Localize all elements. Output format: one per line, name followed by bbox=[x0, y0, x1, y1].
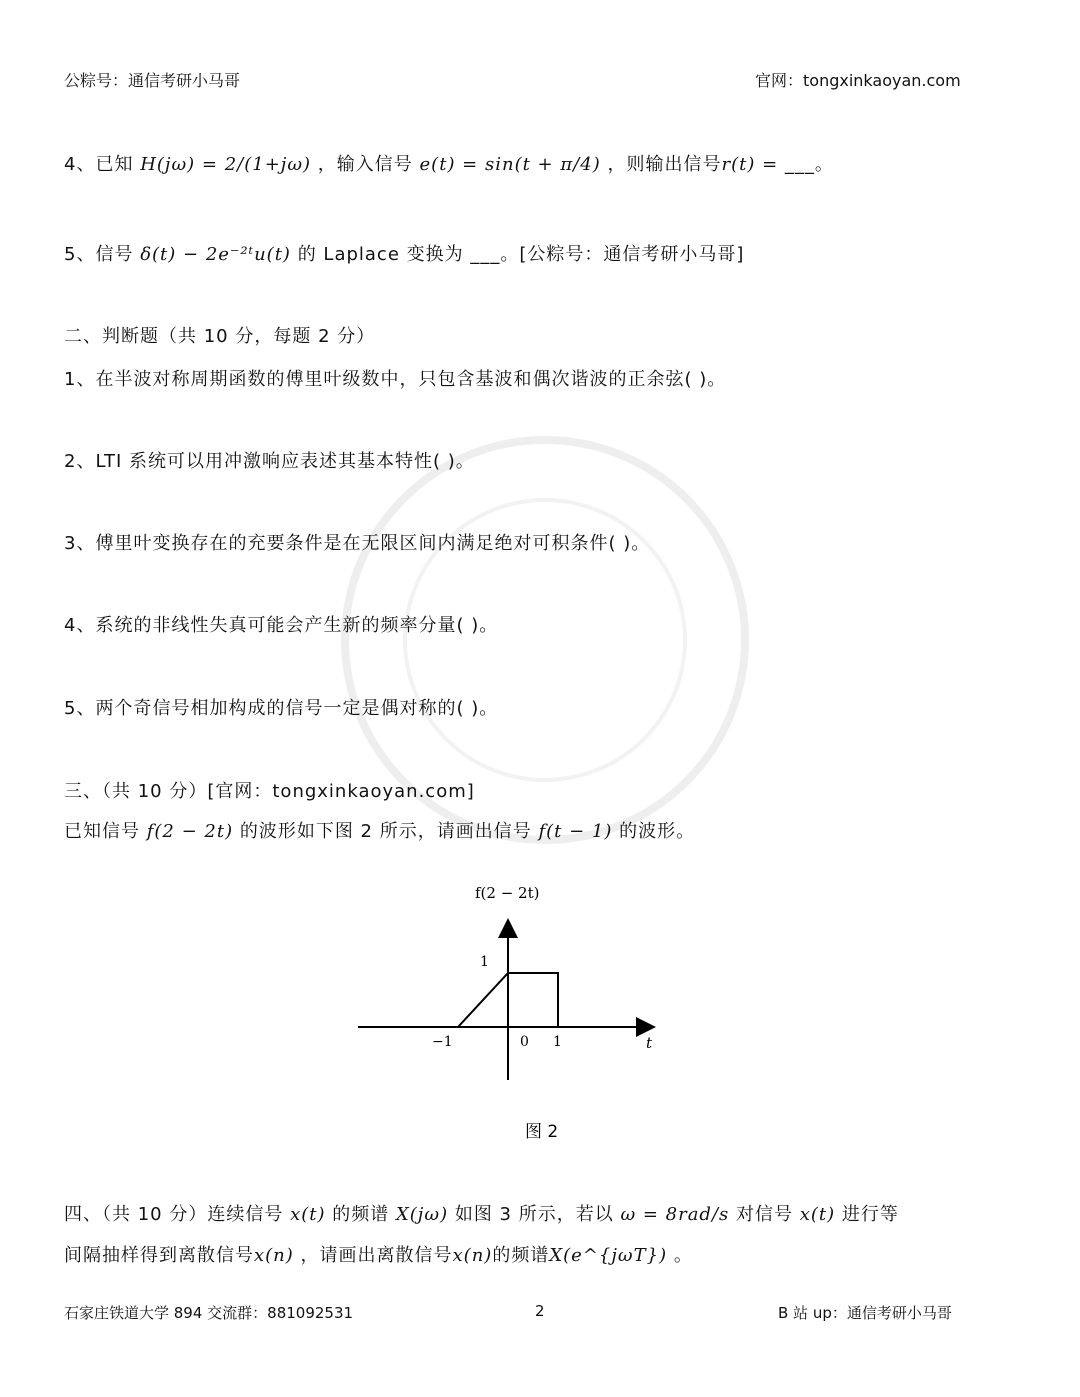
header-right: 官网：tongxinkaoyan.com bbox=[755, 71, 961, 90]
x-tick-1: 1 bbox=[553, 1034, 562, 1050]
x-tick-neg1: −1 bbox=[432, 1034, 453, 1050]
header-left: 公粽号：通信考研小马哥 bbox=[64, 71, 241, 90]
tf-item-4: 4、系统的非线性失真可能会产生新的频率分量( )。 bbox=[64, 615, 499, 636]
tf-item-5: 5、两个奇信号相加构成的信号一定是偶对称的( )。 bbox=[64, 698, 499, 719]
y-axis-label: f(2 − 2t) bbox=[475, 884, 540, 902]
page-number: 2 bbox=[535, 1302, 545, 1320]
tf-item-2: 2、LTI 系统可以用冲激响应表述其基本特性( )。 bbox=[64, 451, 475, 472]
x-axis-label: t bbox=[646, 1034, 653, 1052]
section3-title: 三、（共 10 分）[官网：tongxinkaoyan.com] bbox=[64, 781, 475, 802]
section4-line2: 间隔抽样得到离散信号x(n) ，请画出离散信号x(n)的频谱X(e^{jωT}) 。 bbox=[64, 1245, 693, 1266]
figure-2 bbox=[340, 880, 670, 1150]
question-4: 4、已知 H(jω) = 2/(1+jω) ，输入信号 e(t) = sin(t + π/4) ，则输出信号r(t) = ___。 bbox=[64, 154, 834, 175]
question-5: 5、信号 δ(t) − 2e⁻²ᵗu(t) 的 Laplace 变换为 ___。[公粽号：通信考研小马哥] bbox=[64, 244, 745, 265]
footer-right: B 站 up：通信考研小马哥 bbox=[778, 1304, 952, 1322]
section3-text: 已知信号 f(2 − 2t) 的波形如下图 2 所示，请画出信号 f(t − 1) 的波形。 bbox=[64, 821, 696, 842]
figure-caption: 图 2 bbox=[525, 1122, 559, 1142]
tf-item-3: 3、傅里叶变换存在的充要条件是在无限区间内满足绝对可积条件( )。 bbox=[64, 533, 651, 554]
x-tick-0: 0 bbox=[520, 1034, 529, 1050]
y-tick-1: 1 bbox=[480, 954, 489, 970]
tf-item-1: 1、在半波对称周期函数的傅里叶级数中，只包含基波和偶次谐波的正余弦( )。 bbox=[64, 369, 727, 390]
section2-title: 二、判断题（共 10 分，每题 2 分） bbox=[64, 326, 376, 347]
footer-left: 石家庄铁道大学 894 交流群：881092531 bbox=[64, 1304, 354, 1322]
section4-line1: 四、（共 10 分）连续信号 x(t) 的频谱 X(jω) 如图 3 所示，若以 ω = 8rad/s 对信号 x(t) 进行等 bbox=[64, 1204, 899, 1225]
